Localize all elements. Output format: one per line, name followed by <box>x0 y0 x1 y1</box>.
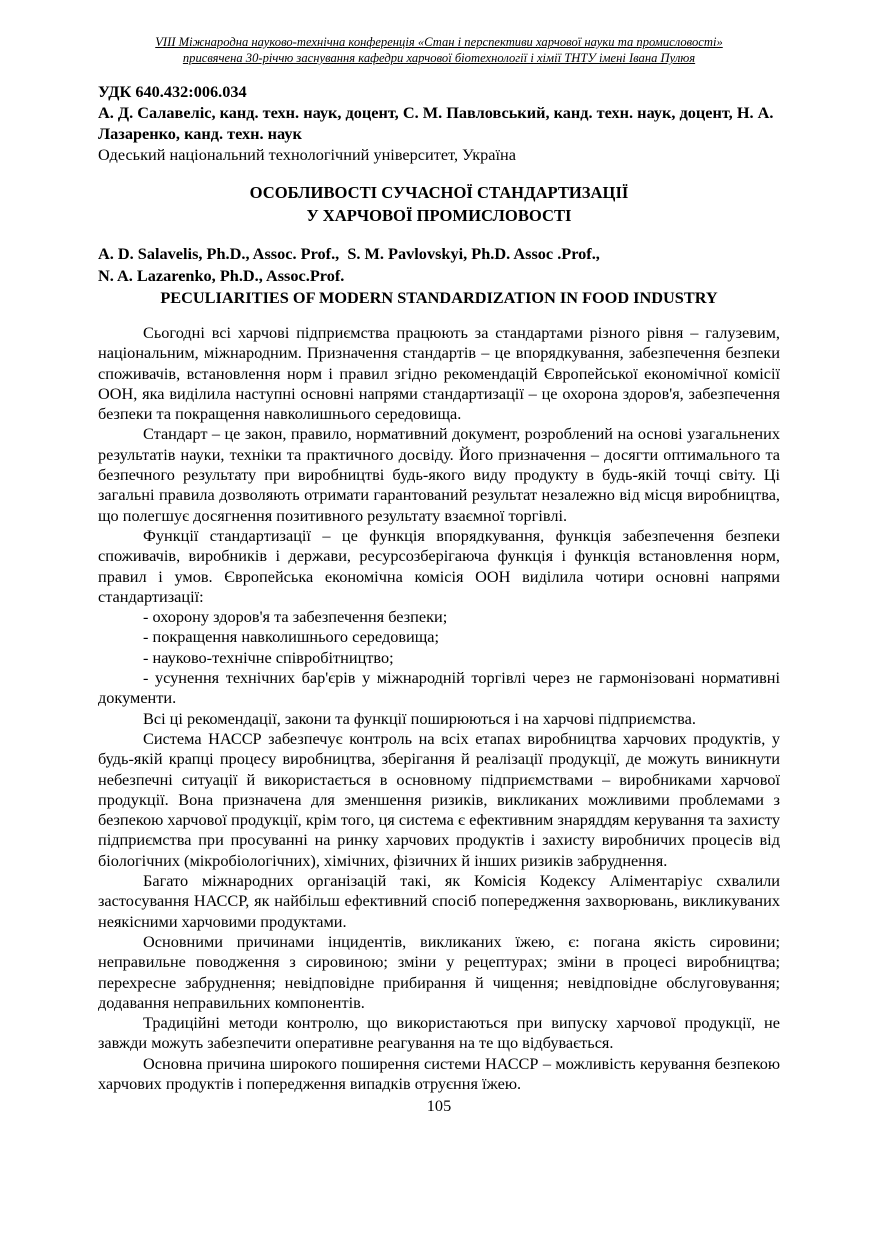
authors-ua: А. Д. Салавеліс, канд. техн. наук, доцент, С. М. Павловський, канд. техн. наук, доцент, Н. А. Лазаренко, канд. техн. наук <box>98 103 774 143</box>
udc-code: УДК 640.432:006.034 <box>98 82 247 101</box>
conference-header-line-2 <box>98 50 780 66</box>
conference-header-line-1 <box>98 34 780 50</box>
page-number: 105 <box>426 1096 452 1116</box>
conference-header-text-2: присвячена 30-річчю заснування кафедри харчової біотехнології і хімії ТНТУ імені Івана Пулюя <box>182 51 696 65</box>
body-paragraph: Всі ці рекомендації, закони та функції поширюються і на харчові підприємства. <box>143 708 696 728</box>
list-item: - науково-технічне співробітництво; <box>143 647 394 667</box>
meta-block <box>98 81 780 165</box>
authors-en-line-1: A. D. Salavelis, Ph.D., Assoc. Prof., S. M. Pavlovskyi, Ph.D. Assoc .Prof., <box>98 244 600 263</box>
affiliation: Одеський національний технологічний університет, Україна <box>98 145 516 164</box>
body-paragraph: Основними причинами інцидентів, викликаних їжею, є: погана якість сировини; неправильне поводження з сировиною; зміни у рецептурах; зміни в процесі виробництва; перехресне забруднення; невідповідне прибирання й чищення; невідповідне обслуговування; додавання неправильних компонентів. <box>98 931 780 1012</box>
conference-header-text-1: VIII Міжнародна науково-технічна конференція «Стан і перспективи харчової науки та промисловості» <box>155 35 723 49</box>
body-paragraph: Система НАССР забезпечує контроль на всіх етапах виробництва харчових продуктів, у будь-якій крапці процесу виробництва, зберігання й реалізації продукції, де можуть виникнути небезпечні ситуації й використається в основному підприємствами – виробниками харчової продукції. Вона призначена для зменшення ризиків, викликаних можливими проблемами з безпекою харчової продукції, крім того, ця система є ефективним знаряддям керування та захисту підприємства при просуванні на ринку харчових продуктів і захисту виробничих процесів від біологічних (мікробіологічних), хімічних, фізичних й інших ризиків забруднення. <box>98 728 780 870</box>
body-paragraph: Сьогодні всі харчові підприємства працюють за стандартами різного рівня – галузевим, національним, міжнародним. Призначення стандартів – це впорядкування, забезпечення безпеки споживачів, встановлення норм і правил згідно рекомендацій Європейської економічної комісії ООН, яка виділила наступні основні напрями стандартизації – це охорона здоров'я, забезпечення безпеки та покращення навколишнього середовища. <box>98 323 780 424</box>
paper-title-ua-line-2: У ХАРЧОВОЇ ПРОМИСЛОВОСТІ <box>306 206 572 225</box>
paper-body <box>98 323 780 1094</box>
body-paragraph: Основна причина широкого поширення системи НАССР – можливість керування безпекою харчових продуктів і попередження випадків отруєння їжею. <box>98 1053 780 1093</box>
conference-header <box>98 34 780 66</box>
list-item: - усунення технічних бар'єрів у міжнародній торгівлі через не гармонізовані нормативні документи. <box>98 668 780 708</box>
english-block <box>98 243 780 309</box>
paper-title-ua-line-1: ОСОБЛИВОСТІ СУЧАСНОЇ СТАНДАРТИЗАЦІЇ <box>249 183 629 202</box>
list-item: - покращення навколишнього середовища; <box>143 627 440 647</box>
body-paragraph: Традиційні методи контролю, що використаються при випуску харчової продукції, не завжди можуть забезпечити оперативне реагування на те що відбувається. <box>98 1013 780 1053</box>
paper-title-en: PECULIARITIES OF MODERN STANDARDIZATION IN FOOD INDUSTRY <box>160 288 718 307</box>
body-paragraph: Стандарт – це закон, правило, нормативний документ, розроблений на основі узагальнених результатів науки, техніки та практичного досвіду. Його призначення – досягти оптимального та безпечного результату при виробництві будь-якого виду продукту в будь-якій точці світу. Ці загальні правила дозволяють отримати гарантований результат незалежно від місця виробництва, що полегшує досягнення позитивного результату взаємної торгівлі. <box>98 424 780 525</box>
body-paragraph: Функції стандартизації – це функція впорядкування, функція забезпечення безпеки споживачів, виробників і держави, ресурсозберігаюча функція і функція встановлення норм, правил і умов. Європейська економічна комісія ООН виділила чотири основні напрями стандартизації: <box>98 525 780 606</box>
list-item: - охорону здоров'я та забезпечення безпеки; <box>143 607 448 627</box>
body-paragraph: Багато міжнародних організацій такі, як Комісія Кодексу Аліментаріус схвалили застосування НАССР, як найбільш ефективний спосіб попередження захворювань, викликуваних неякісними харчовими продуктами. <box>98 871 780 931</box>
paper-title-ua <box>98 181 780 227</box>
authors-en-line-2: N. A. Lazarenko, Ph.D., Assoc.Prof. <box>98 266 345 285</box>
